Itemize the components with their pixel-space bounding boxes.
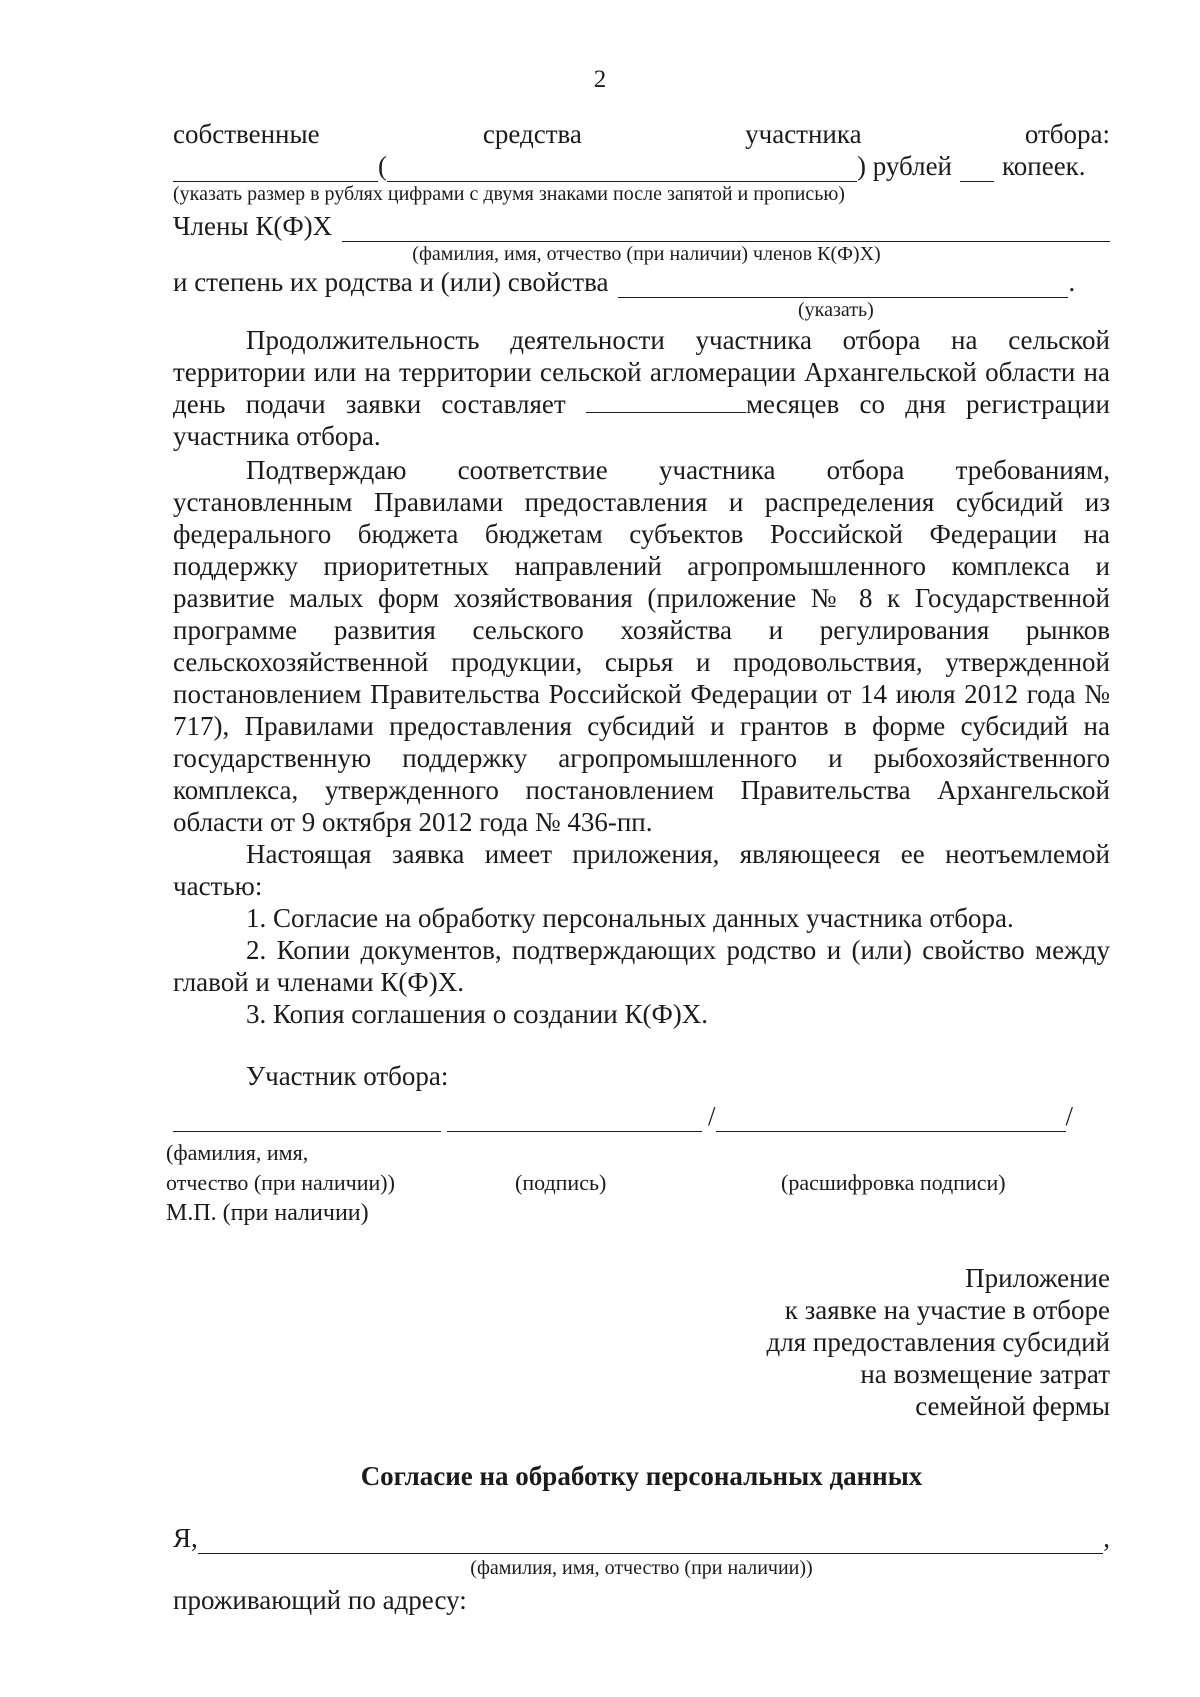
appendix-line-1: Приложение bbox=[965, 1263, 1110, 1293]
consent-ya: Я, bbox=[173, 1523, 198, 1553]
members-note: (фамилия, имя, отчество (при наличии) членов К(Ф)Х) bbox=[412, 243, 881, 265]
stamp-note: М.П. (при наличии) bbox=[166, 1200, 369, 1226]
caption-sign: (подпись) bbox=[515, 1170, 607, 1195]
amount-digits-blank bbox=[173, 157, 378, 182]
kinship-blank bbox=[618, 273, 1068, 298]
members-label: Члены К(Ф)Х bbox=[173, 211, 333, 241]
appendix-line-2: к заявке на участие в отборе bbox=[784, 1295, 1110, 1325]
consent-name-blank bbox=[198, 1529, 1103, 1554]
consent-address: проживающий по адресу: bbox=[173, 1585, 467, 1615]
members-blank bbox=[342, 217, 1110, 242]
kopecks-blank bbox=[960, 157, 994, 182]
slash-right: / bbox=[1065, 1101, 1074, 1131]
appendix-line-5: семейной фермы bbox=[915, 1391, 1110, 1421]
signature-name-blank bbox=[173, 1107, 441, 1132]
kopecks-label: копеек. bbox=[1002, 151, 1086, 181]
attachment-item-1: 1. Согласие на обработку персональных данных участника отбора. bbox=[246, 903, 1014, 933]
duration-text-2: месяцев со дня регистрации участника отбора. bbox=[173, 389, 1111, 451]
signature-line bbox=[173, 1100, 1110, 1132]
appendix-block bbox=[173, 1262, 1110, 1422]
consent-name-line bbox=[173, 1522, 1110, 1554]
funds-amount-line bbox=[173, 150, 1110, 182]
slash-left: / bbox=[708, 1101, 716, 1131]
signature-captions bbox=[166, 1132, 1110, 1244]
attachments-intro: Настоящая заявка имеет приложения, являющееся ее неотъемлемой частью: bbox=[173, 839, 1110, 901]
appendix-line-4: на возмещение затрат bbox=[860, 1359, 1110, 1389]
attachment-item-3: 3. Копия соглашения о создании К(Ф)Х. bbox=[246, 999, 709, 1029]
funds-word-1: собственные bbox=[173, 119, 320, 149]
signature-sign-blank bbox=[447, 1107, 702, 1132]
consent-title: Согласие на обработку персональных данных bbox=[360, 1461, 923, 1491]
document-body bbox=[166, 118, 1111, 1616]
funds-heading-line bbox=[173, 118, 1110, 150]
duration-paragraph bbox=[173, 324, 1110, 452]
signature-decode-blank bbox=[716, 1107, 1066, 1132]
amount-words-blank bbox=[387, 157, 857, 182]
kinship-line bbox=[173, 266, 1110, 298]
members-line bbox=[173, 210, 1110, 242]
months-blank bbox=[586, 390, 746, 413]
open-paren: ( bbox=[378, 151, 387, 181]
page-number: 2 bbox=[593, 66, 607, 93]
caption-decode: (расшифровка подписи) bbox=[781, 1170, 1006, 1195]
appendix-line-3: для предоставления субсидий bbox=[766, 1327, 1110, 1357]
rubles-label: ) рублей bbox=[857, 151, 953, 181]
funds-word-4: отбора: bbox=[1024, 119, 1110, 149]
funds-word-2: средства bbox=[482, 119, 582, 149]
signature-label: Участник отбора: bbox=[246, 1061, 449, 1091]
attachment-item-2: 2. Копии документов, подтверждающих родство и (или) свойство между главой и членами К(Ф)Х. bbox=[173, 935, 1110, 997]
kinship-label: и степень их родства и (или) свойства bbox=[173, 267, 609, 297]
consent-fio-note: (фамилия, имя, отчество (при наличии)) bbox=[470, 1557, 813, 1579]
kinship-end: . bbox=[1068, 267, 1076, 297]
duration-text-1: Продолжительность деятельности участника отбора на сельской территории или на территории сельской агломерации Архангельской области на день подачи заявки составляет bbox=[173, 325, 1110, 419]
funds-word-3: участника bbox=[745, 119, 862, 149]
funds-note: (указать размер в рублях цифрами с двумя знаками после запятой и прописью) bbox=[173, 183, 845, 205]
kinship-note: (указать) bbox=[798, 299, 874, 321]
consent-comma: , bbox=[1103, 1523, 1110, 1553]
confirmation-paragraph: Подтверждаю соответствие участника отбора требованиям, установленным Правилами предоставления и распределения субсидий из федерального бюджета бюджетам субъектов Российской Федерации на поддержку приоритетных направлений агропромышленного комплекса и развитие малых форм хозяйствования (приложение № 8 к Государственной программе развития сельского хозяйства и регулирования рынков сельскохозяйственной продукции, сырья и продовольствия, утвержденной постановлением Правительства Российской Федерации от 14 июля 2012 года № 717), Правилами предоставления субсидий и грантов в форме субсидий на государственную поддержку агропромышленного и рыбохозяйственного комплекса, утвержденного постановлением Правительства Архангельской области от 9 октября 2012 года № 436-пп. bbox=[173, 455, 1110, 837]
caption-name-1: (фамилия, имя, bbox=[166, 1140, 309, 1165]
caption-name bbox=[166, 1138, 395, 1198]
caption-name-2: отчество (при наличии)) bbox=[166, 1170, 395, 1195]
